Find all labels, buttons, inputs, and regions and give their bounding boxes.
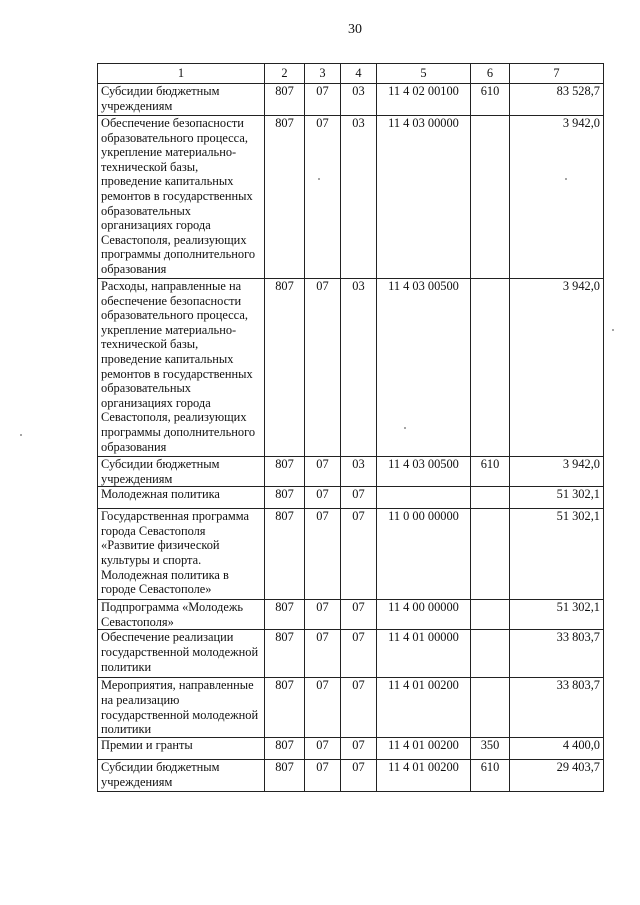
row-name: Обеспечение реализации государственной молодежной политики	[98, 630, 265, 678]
row-amount: 83 528,7	[510, 84, 604, 116]
row-section: 07	[305, 84, 341, 116]
row-code: 807	[265, 279, 305, 457]
row-section: 07	[305, 457, 341, 487]
row-target: 11 4 01 00200	[377, 678, 471, 738]
row-amount: 33 803,7	[510, 630, 604, 678]
row-name: Молодежная политика	[98, 487, 265, 509]
row-subsection: 07	[341, 487, 377, 509]
table-row	[98, 84, 604, 116]
row-target: 11 0 00 00000	[377, 509, 471, 600]
row-code: 807	[265, 678, 305, 738]
row-target: 11 4 01 00000	[377, 630, 471, 678]
row-name: Субсидии бюджетным учреждениям	[98, 84, 265, 116]
row-code: 807	[265, 600, 305, 630]
row-expense-type	[471, 487, 510, 509]
row-code: 807	[265, 630, 305, 678]
row-amount: 29 403,7	[510, 760, 604, 792]
page-number: 30	[348, 22, 362, 37]
row-expense-type	[471, 279, 510, 457]
row-amount: 3 942,0	[510, 279, 604, 457]
column-header: 7	[510, 64, 604, 84]
row-section: 07	[305, 630, 341, 678]
row-name: Обеспечение безопасности образовательного процесса, укрепление материально-технической базы, проведение капитальных ремонтов в государственных образовательных организациях города Севастополя, реализующих программы дополнительного образования	[98, 116, 265, 279]
row-name: Премии и гранты	[98, 738, 265, 760]
scan-speck	[404, 427, 406, 429]
row-expense-type	[471, 509, 510, 600]
column-header: 3	[305, 64, 341, 84]
row-expense-type	[471, 630, 510, 678]
row-section: 07	[305, 487, 341, 509]
row-expense-type	[471, 678, 510, 738]
row-amount: 51 302,1	[510, 487, 604, 509]
row-subsection: 07	[341, 630, 377, 678]
budget-table	[97, 63, 604, 792]
row-subsection: 07	[341, 738, 377, 760]
row-subsection: 07	[341, 600, 377, 630]
row-section: 07	[305, 760, 341, 792]
table-row	[98, 600, 604, 630]
row-subsection: 03	[341, 279, 377, 457]
header-row	[98, 64, 604, 84]
column-header: 2	[265, 64, 305, 84]
scan-speck	[565, 178, 567, 180]
row-section: 07	[305, 738, 341, 760]
table-row	[98, 487, 604, 509]
row-target: 11 4 03 00500	[377, 279, 471, 457]
row-name: Субсидии бюджетным учреждениям	[98, 457, 265, 487]
scan-speck	[612, 329, 614, 331]
row-code: 807	[265, 760, 305, 792]
row-code: 807	[265, 487, 305, 509]
table-row	[98, 116, 604, 279]
row-subsection: 07	[341, 760, 377, 792]
table-row	[98, 678, 604, 738]
row-code: 807	[265, 738, 305, 760]
row-amount: 33 803,7	[510, 678, 604, 738]
column-header: 6	[471, 64, 510, 84]
row-expense-type: 610	[471, 760, 510, 792]
table-row	[98, 630, 604, 678]
row-expense-type	[471, 600, 510, 630]
row-amount: 4 400,0	[510, 738, 604, 760]
row-name: Государственная программа города Севастополя «Развитие физической культуры и спорта. Молодежная политика в городе Севастополе»	[98, 509, 265, 600]
row-section: 07	[305, 116, 341, 279]
row-target	[377, 487, 471, 509]
table-row	[98, 738, 604, 760]
column-header: 1	[98, 64, 265, 84]
row-code: 807	[265, 457, 305, 487]
scan-speck	[20, 434, 22, 436]
row-amount: 51 302,1	[510, 600, 604, 630]
column-header: 5	[377, 64, 471, 84]
row-section: 07	[305, 509, 341, 600]
row-expense-type: 610	[471, 84, 510, 116]
row-expense-type: 610	[471, 457, 510, 487]
row-target: 11 4 00 00000	[377, 600, 471, 630]
row-target: 11 4 01 00200	[377, 738, 471, 760]
table-row	[98, 279, 604, 457]
row-name: Мероприятия, направленные на реализацию государственной молодежной политики	[98, 678, 265, 738]
table-row	[98, 760, 604, 792]
row-amount: 3 942,0	[510, 457, 604, 487]
row-amount: 3 942,0	[510, 116, 604, 279]
row-code: 807	[265, 116, 305, 279]
row-name: Субсидии бюджетным учреждениям	[98, 760, 265, 792]
table-row	[98, 509, 604, 600]
row-name: Расходы, направленные на обеспечение безопасности образовательного процесса, укрепление материально-технической базы, проведение капитальных ремонтов в государственных образовательных организациях города Севастополя, реализующих программы дополнительного образования	[98, 279, 265, 457]
row-subsection: 03	[341, 116, 377, 279]
row-code: 807	[265, 509, 305, 600]
row-name: Подпрограмма «Молодежь Севастополя»	[98, 600, 265, 630]
row-target: 11 4 03 00500	[377, 457, 471, 487]
row-expense-type: 350	[471, 738, 510, 760]
row-target: 11 4 03 00000	[377, 116, 471, 279]
row-amount: 51 302,1	[510, 509, 604, 600]
row-target: 11 4 01 00200	[377, 760, 471, 792]
row-code: 807	[265, 84, 305, 116]
row-section: 07	[305, 600, 341, 630]
row-section: 07	[305, 678, 341, 738]
row-subsection: 03	[341, 457, 377, 487]
table-row	[98, 457, 604, 487]
row-section: 07	[305, 279, 341, 457]
row-subsection: 07	[341, 509, 377, 600]
row-subsection: 03	[341, 84, 377, 116]
column-header: 4	[341, 64, 377, 84]
row-subsection: 07	[341, 678, 377, 738]
scan-speck	[318, 178, 320, 180]
row-target: 11 4 02 00100	[377, 84, 471, 116]
row-expense-type	[471, 116, 510, 279]
